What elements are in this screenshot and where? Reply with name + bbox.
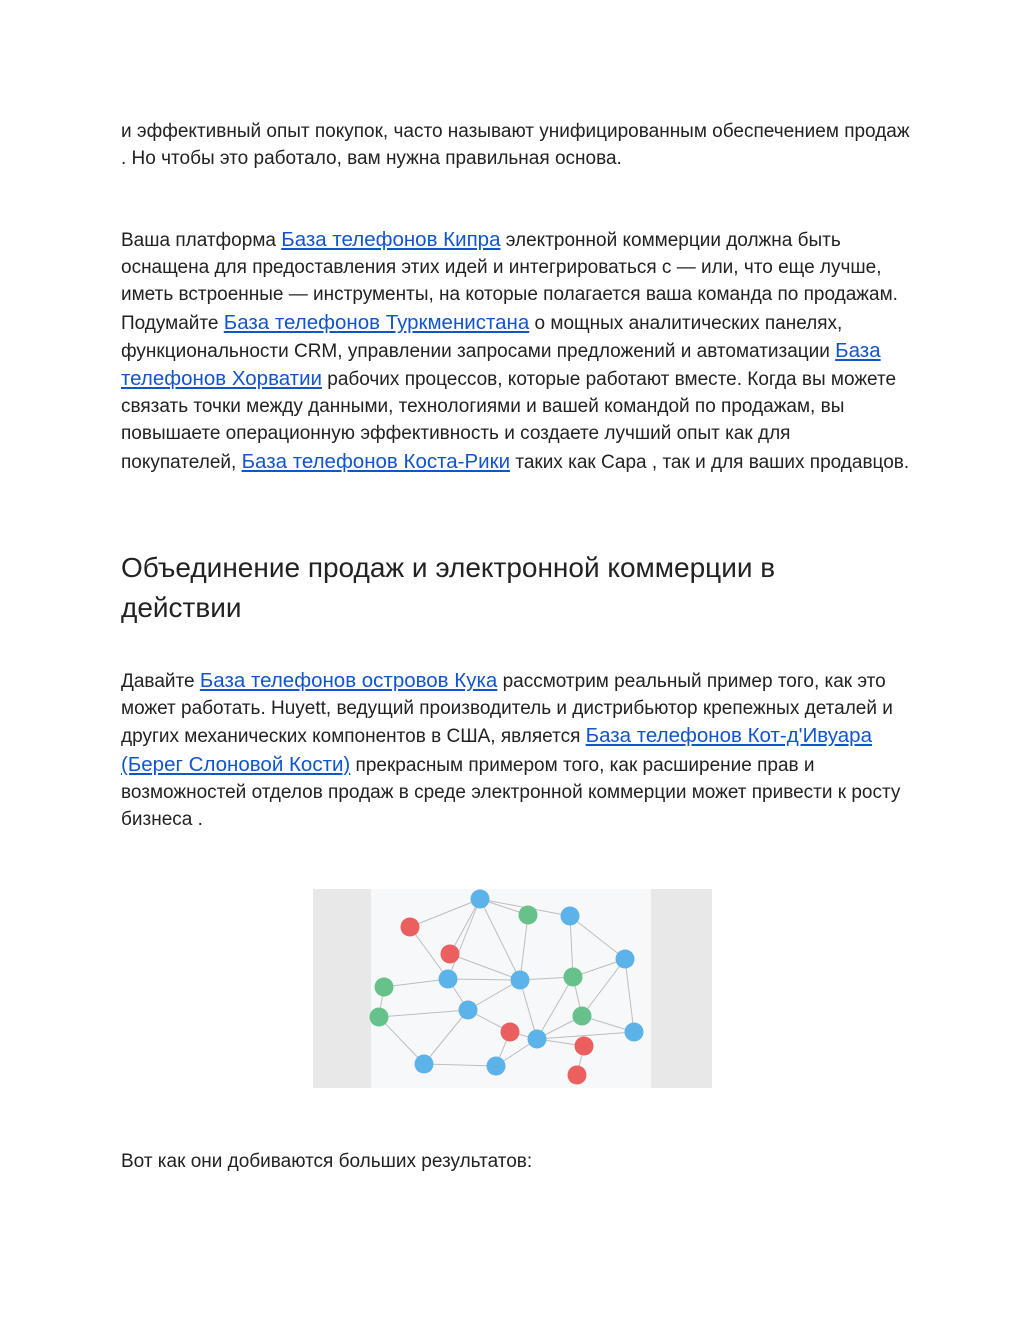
graph-node bbox=[471, 890, 490, 909]
paragraph-results bbox=[121, 1148, 911, 1175]
graph-node bbox=[401, 918, 420, 937]
graph-node bbox=[459, 1001, 478, 1020]
graph-node bbox=[487, 1057, 506, 1076]
graph-node bbox=[625, 1023, 644, 1042]
graph-node bbox=[519, 906, 538, 925]
link-turkmenistan-phone-base[interactable]: База телефонов Туркменистана bbox=[223, 310, 530, 334]
paragraph-example bbox=[121, 667, 911, 833]
paragraph-example-text-2: рассмотрим реальный пример того, как это может работать. Huyett, ведущий производитель и дистрибьютор крепежных деталей и других механических компонентов в США, является bbox=[121, 671, 893, 748]
graph-node bbox=[568, 1066, 587, 1085]
graph-node bbox=[415, 1055, 434, 1074]
link-cyprus-phone-base[interactable]: База телефонов Кипра bbox=[281, 228, 501, 251]
paragraph-example-text-1: Давайте bbox=[121, 671, 200, 692]
link-cook-islands-phone-base[interactable]: База телефонов островов Кука bbox=[199, 669, 498, 692]
paragraph-platform-text-1: Ваша платформа bbox=[121, 230, 282, 251]
graph-node bbox=[370, 1008, 389, 1027]
graph-node bbox=[561, 907, 580, 926]
paragraph-intro bbox=[121, 118, 911, 172]
network-graph-image bbox=[313, 889, 712, 1088]
graph-node bbox=[573, 1007, 592, 1026]
graph-node bbox=[528, 1030, 547, 1049]
graph-node bbox=[616, 950, 635, 969]
paragraph-example-text-3: прекрасным примером того, как расширение прав и возможностей отделов продаж в среде электронной коммерции может привести к росту бизнеса . bbox=[121, 754, 901, 831]
paragraph-platform bbox=[121, 226, 911, 476]
graph-node bbox=[564, 968, 583, 987]
paragraph-platform-text-5: таких как Сара , так и для ваших продавцов. bbox=[510, 451, 910, 473]
network-graph bbox=[313, 889, 712, 1088]
section-heading: Объединение продаж и электронной коммерции в действии bbox=[121, 552, 776, 623]
graph-node bbox=[575, 1037, 594, 1056]
graph-node bbox=[501, 1023, 520, 1042]
paragraph-intro-text: и эффективный опыт покупок, часто называют унифицированным обеспечением продаж . Но чтобы это работало, вам нужна правильная основа. bbox=[121, 121, 910, 170]
paragraph-platform-text-2: электронной коммерции должна быть оснащена для предоставления этих идей и интегрироваться с — или, что еще лучше, иметь встроенные — инструменты, на которые полагается ваша команда по продажам. Подумайте bbox=[121, 230, 898, 334]
graph-node bbox=[441, 945, 460, 964]
paragraph-platform-text-4: рабочих процессов, которые работают вместе. Когда вы можете связать точки между данными, технологиями и вашей командой по продажам, вы повышаете операционную эффективность и создаете лучший опыт как для покупателей, bbox=[121, 369, 897, 473]
paragraph-platform-text-3: о мощных аналитических панелях, функциональности CRM, управлении запросами предложений и автоматизации bbox=[121, 312, 843, 362]
link-ivory-coast-phone-base[interactable]: База телефонов Кот-д'Ивуара (Берег Слоновой Кости) bbox=[121, 724, 872, 776]
link-costa-rica-phone-base[interactable]: База телефонов Коста-Рики bbox=[241, 449, 511, 473]
paragraph-results-text: Вот как они добиваются больших результатов: bbox=[121, 1151, 533, 1172]
graph-node bbox=[511, 971, 530, 990]
graph-node bbox=[375, 978, 394, 997]
graph-node bbox=[439, 970, 458, 989]
link-croatia-phone-base[interactable]: База телефонов Хорватии bbox=[121, 338, 881, 391]
